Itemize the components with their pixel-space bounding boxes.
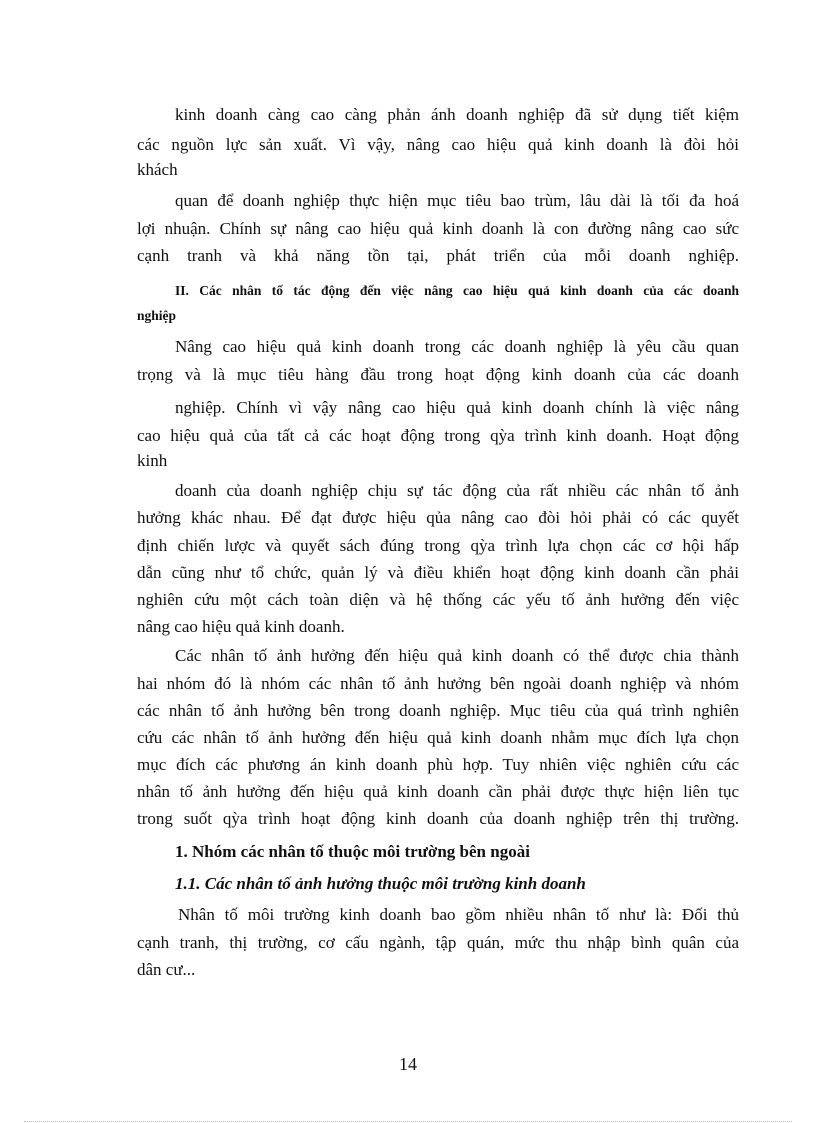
subsection-heading: 1. Nhóm các nhân tố thuộc môi trường bên ngoài (175, 842, 530, 861)
text-line: nhân tố ảnh hưởng đến hiệu quả kinh doanh cần phải được thực hiện liên tục (137, 782, 739, 801)
text-line: dân cư... (137, 960, 196, 979)
text-line: Các nhân tố ảnh hưởng đến hiệu quả kinh doanh có thể được chia thành (175, 646, 739, 665)
section-heading-continued: nghiệp (137, 308, 177, 323)
text-line: các nguồn lực sản xuất. Vì vậy, nâng cao hiệu quả kinh doanh là đòi hỏi (137, 135, 739, 154)
page-bottom-rule (24, 1121, 792, 1122)
text-line: Nâng cao hiệu quả kinh doanh trong các doanh nghiệp là yêu cầu quan (175, 337, 739, 356)
text-line: mục đích các phương án kinh doanh phù hợp. Tuy nhiên việc nghiên cứu các (137, 755, 739, 774)
text-line: nghiệp. Chính vì vậy nâng cao hiệu quả kinh doanh chính là việc nâng (175, 398, 739, 417)
text-line: nghiên cứu một cách toàn diện và hệ thống các yếu tố ảnh hưởng đến việc (137, 590, 739, 609)
text-line: nâng cao hiệu quả kinh doanh. (137, 617, 345, 636)
text-line: trọng và là mục tiêu hàng đầu trong hoạt động kinh doanh của các doanh (137, 365, 739, 384)
text-line: kinh (137, 451, 168, 470)
text-line: cao hiệu quả của tất cả các hoạt động trong qỳa trình kinh doanh. Hoạt động (137, 426, 739, 445)
text-line: trong suốt qỳa trình hoạt động kinh doanh của doanh nghiệp trên thị trường. (137, 809, 739, 828)
text-line: cứu các nhân tố ảnh hưởng đến hiệu quả kinh doanh nhằm mục đích lựa chọn (137, 728, 739, 747)
text-line: cạnh tranh và khả năng tồn tại, phát triển của mỗi doanh nghiệp. (137, 246, 739, 265)
text-line: hai nhóm đó là nhóm các nhân tố ảnh hưởng bên ngoài doanh nghiệp và nhóm (137, 674, 739, 693)
text-line: cạnh tranh, thị trường, cơ cấu ngành, tập quán, mức thu nhập bình quân của (137, 933, 739, 952)
text-line: kinh doanh càng cao càng phản ánh doanh nghiệp đã sử dụng tiết kiệm (175, 105, 739, 124)
sub-subsection-heading: 1.1. Các nhân tố ảnh hưởng thuộc môi trường kinh doanh (175, 874, 586, 893)
text-line: dẫn cũng như tổ chức, quản lý và điều khiển hoạt động kinh doanh cần phải (137, 563, 739, 582)
text-line: Nhân tố môi trường kinh doanh bao gồm nhiều nhân tố như là: Đối thủ (178, 905, 739, 924)
text-line: khách (137, 160, 178, 179)
page-number: 14 (399, 1054, 417, 1074)
text-line: hưởng khác nhau. Để đạt được hiệu qủa nâng cao đòi hỏi phải có các quyết (137, 508, 739, 527)
text-line: quan để doanh nghiệp thực hiện mục tiêu bao trùm, lâu dài là tối đa hoá (175, 191, 739, 210)
text-line: doanh của doanh nghiệp chịu sự tác động của rất nhiều các nhân tố ảnh (175, 481, 739, 500)
text-line: các nhân tố ảnh hưởng bên trong doanh nghiệp. Mục tiêu của quá trình nghiên (137, 701, 739, 720)
text-line: định chiến lược và quyết sách đúng trong qỳa trình lựa chọn các cơ hội hấp (137, 536, 739, 555)
text-line: lợi nhuận. Chính sự nâng cao hiệu quả kinh doanh là con đường nâng cao sức (137, 219, 739, 238)
section-heading: II. Các nhân tố tác động đến việc nâng cao hiệu quả kinh doanh của các doanh (175, 283, 739, 298)
